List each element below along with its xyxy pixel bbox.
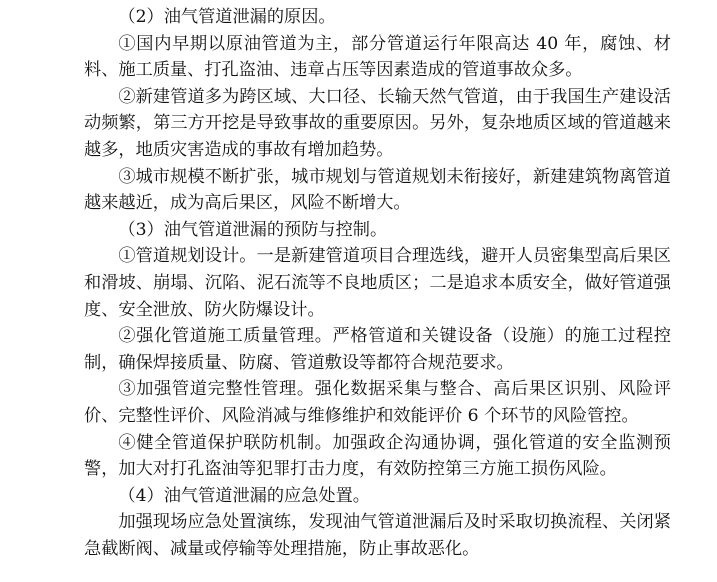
prevention-item-3: ③加强管道完整性管理。强化数据采集与整合、高后果区识别、风险评价、完整性评价、风险消减与维修维护和效能评价 6 个环节的风险管控。	[84, 379, 671, 426]
emergency-item: 加强现场应急处置演练，发现油气管道泄漏后及时采取切换流程、关闭紧急截断阀、减量或停输等处理措施，防止事故恶化。	[84, 512, 671, 559]
prevention-item-1: ①管道规划设计。一是新建管道项目合理选线，避开人员密集型高后果区和滑坡、崩塌、沉陷、泥石流等不良地质区；二是追求本质安全，做好管道强度、安全泄放、防火防爆设计。	[84, 246, 671, 320]
prevention-item-2: ②强化管道施工质量管理。严格管道和关键设备（设施）的施工过程控制，确保焊接质量、防腐、管道敷设等都符合规范要求。	[84, 326, 671, 373]
cause-item-2: ②新建管道多为跨区域、大口径、长输天然气管道，由于我国生产建设活动频繁，第三方开挖是导致事故的重要原因。另外，复杂地质区域的管道越来越多，地质灾害造成的事故有增加趋势。	[84, 86, 671, 160]
prevention-item-4: ④健全管道保护联防机制。加强政企沟通协调，强化管道的安全监测预警，加大对打孔盗油等犯罪打击力度，有效防控第三方施工损伤风险。	[84, 432, 671, 480]
cause-item-1: ①国内早期以原油管道为主，部分管道运行年限高达 40 年，腐蚀、材料、施工质量、打孔盗油、违章占压等因素造成的管道事故众多。	[84, 33, 671, 81]
section-heading-emergency: （4）油气管道泄漏的应急处置。	[118, 485, 370, 506]
section-heading-causes: （2）油气管道泄漏的原因。	[118, 7, 336, 27]
cause-item-3: ③城市规模不断扩张，城市规划与管道规划未衔接好，新建建筑物离管道越来越近，成为高后果区，风险不断增大。	[84, 166, 671, 214]
section-heading-prevention: （3）油气管道泄漏的预防与控制。	[118, 219, 388, 240]
